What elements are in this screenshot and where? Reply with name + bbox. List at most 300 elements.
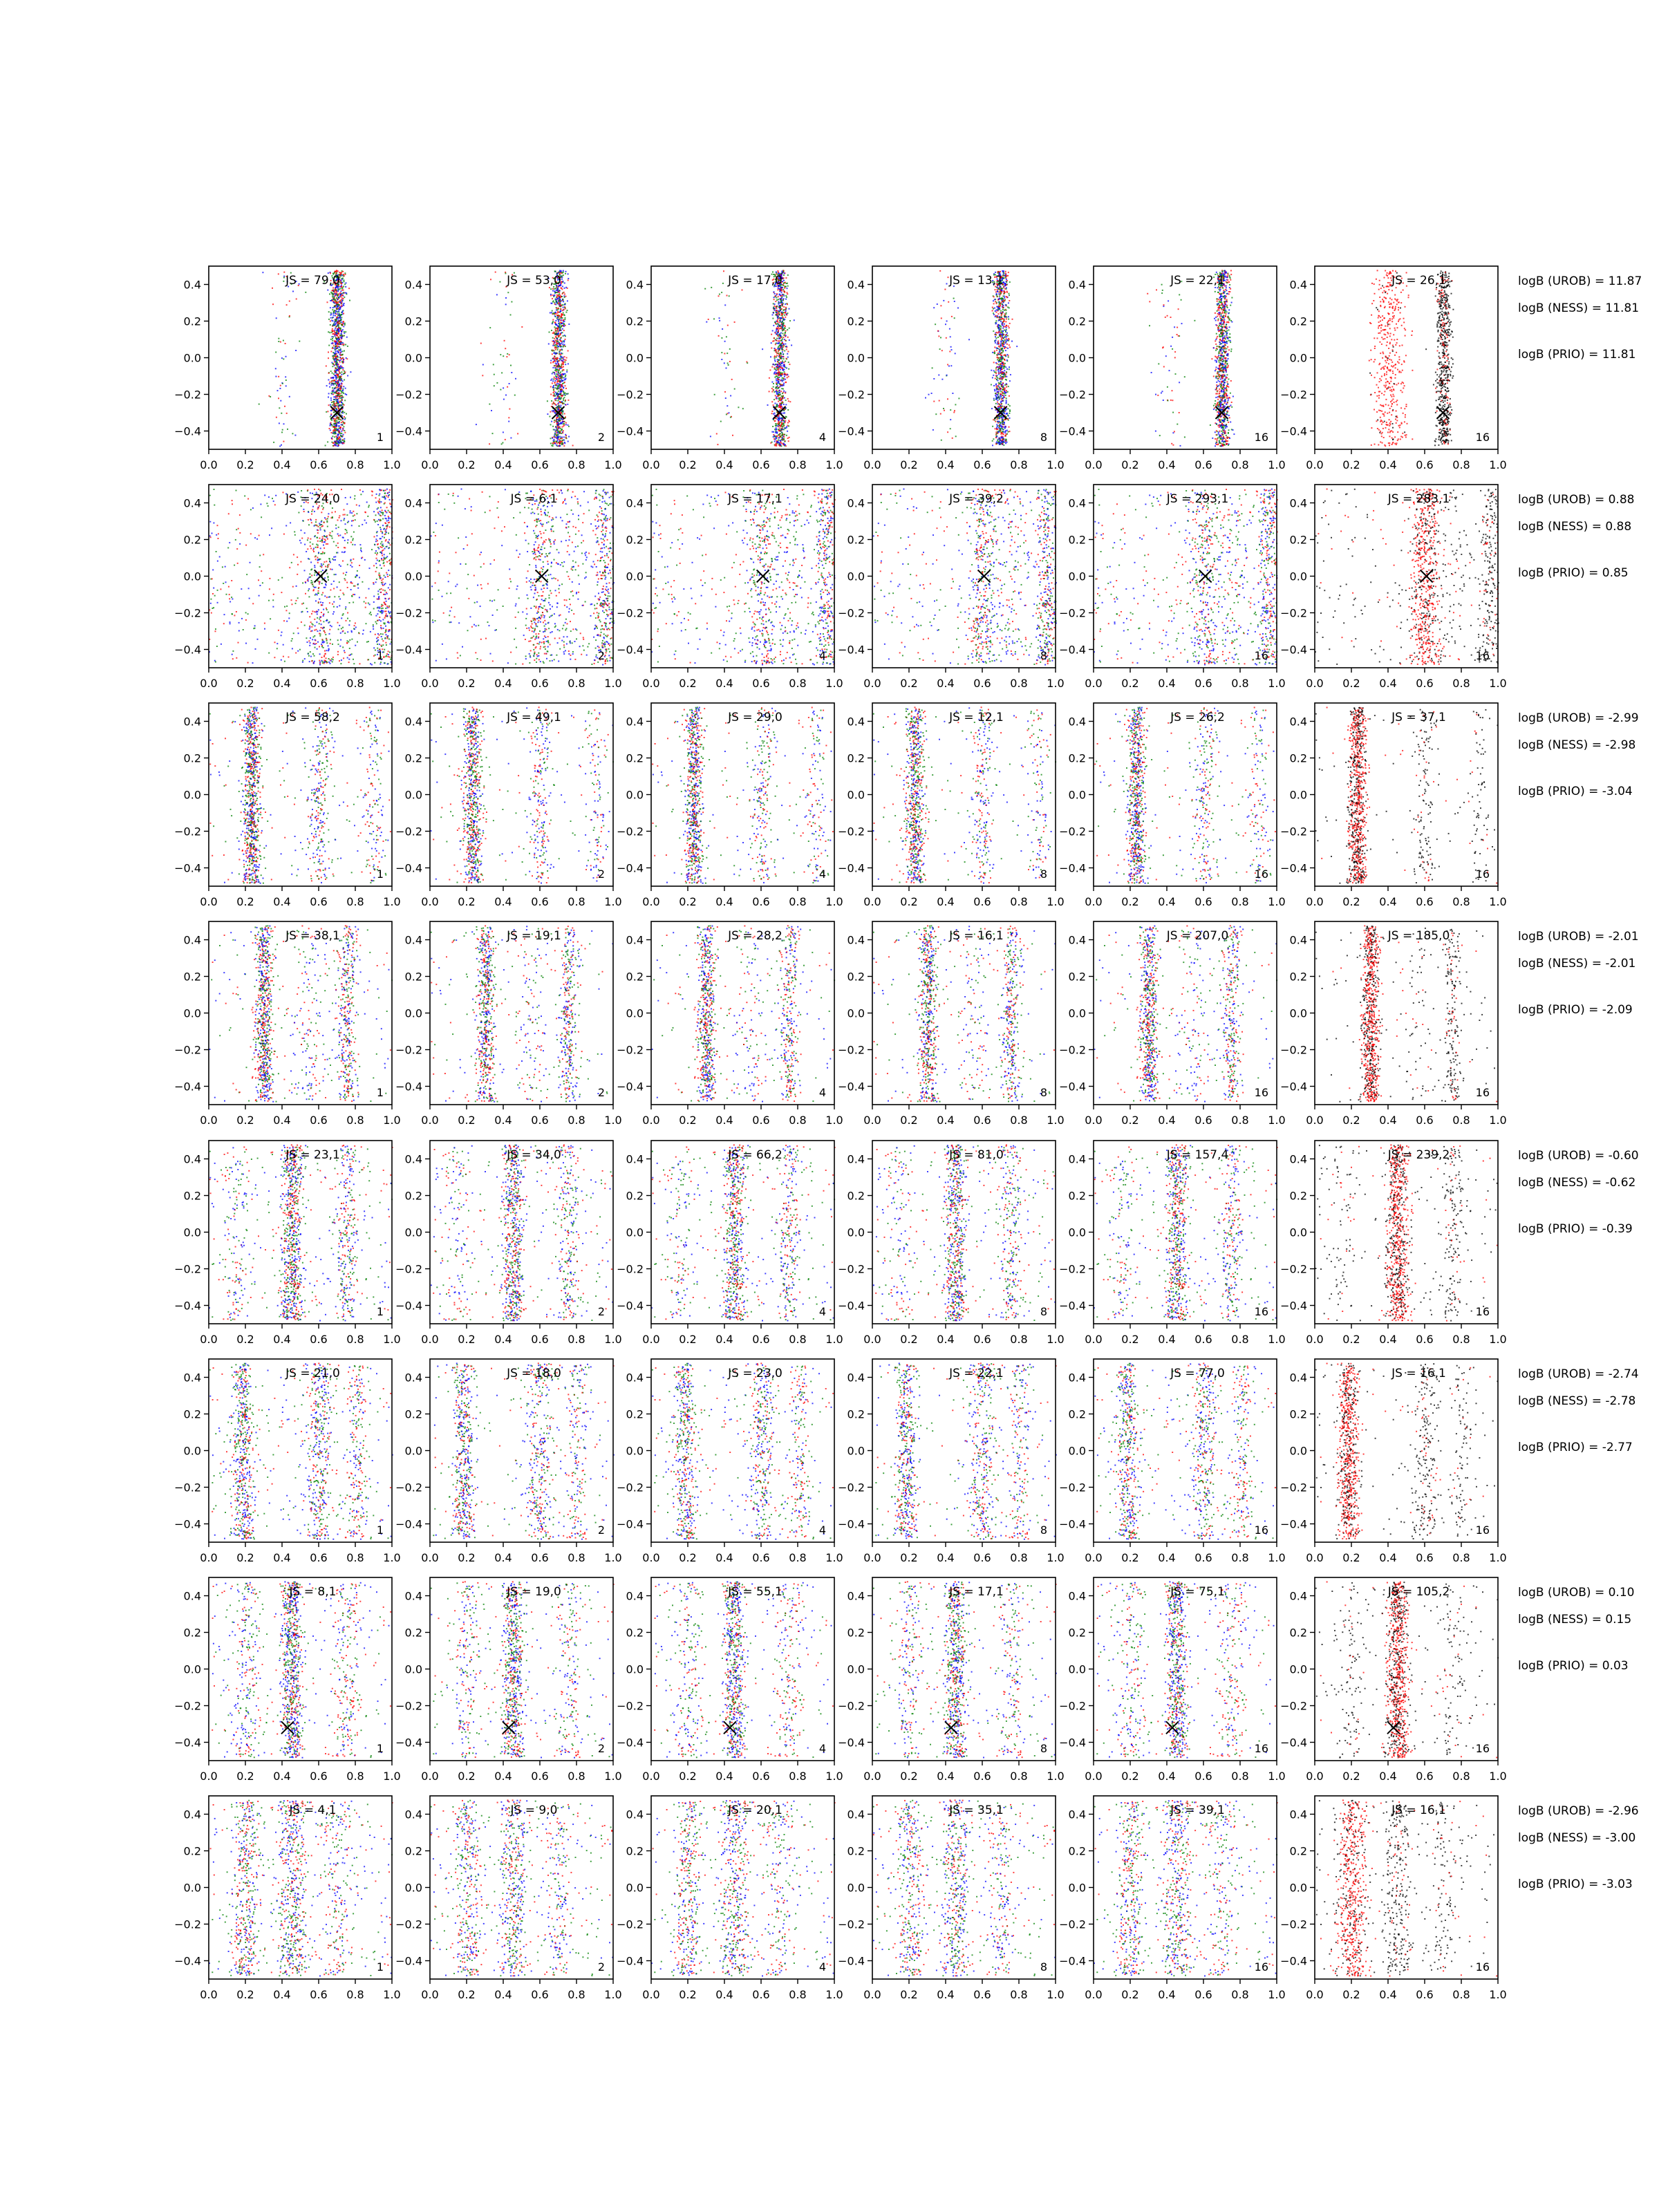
point xyxy=(283,272,285,273)
point xyxy=(503,399,505,400)
point xyxy=(337,315,339,316)
point xyxy=(556,371,557,373)
point xyxy=(341,367,343,368)
point xyxy=(335,271,336,272)
point xyxy=(342,388,344,390)
x-tick-label: 0.2 xyxy=(900,458,917,471)
point xyxy=(335,350,337,352)
point xyxy=(561,364,562,366)
point xyxy=(556,429,557,431)
point xyxy=(568,324,570,325)
point xyxy=(336,270,337,271)
point xyxy=(292,291,294,292)
point xyxy=(340,341,341,342)
point xyxy=(336,308,337,310)
point xyxy=(344,430,345,431)
point xyxy=(562,285,563,287)
point xyxy=(328,393,330,394)
point xyxy=(554,373,556,375)
point xyxy=(348,288,350,289)
point xyxy=(555,392,556,393)
point xyxy=(334,354,335,355)
point xyxy=(564,382,565,383)
point xyxy=(554,435,555,436)
point xyxy=(330,404,331,406)
point xyxy=(344,404,345,406)
point xyxy=(283,281,284,282)
point xyxy=(558,391,559,392)
point xyxy=(343,359,344,360)
point xyxy=(336,335,337,336)
point xyxy=(565,422,567,424)
point xyxy=(336,326,337,327)
point xyxy=(335,288,336,290)
point xyxy=(556,397,557,399)
point xyxy=(341,374,342,375)
x-tick-label: 0.8 xyxy=(1010,458,1027,471)
point xyxy=(550,443,552,444)
point xyxy=(345,388,346,389)
x-tick-label: 0.8 xyxy=(568,458,585,471)
point xyxy=(335,429,336,430)
point xyxy=(554,338,555,339)
point xyxy=(344,400,346,401)
x-tick-label: 0.0 xyxy=(642,458,659,471)
point xyxy=(489,443,490,444)
point xyxy=(476,424,477,425)
point xyxy=(285,343,286,344)
point xyxy=(557,290,559,291)
point xyxy=(563,314,565,315)
point xyxy=(338,310,339,312)
point xyxy=(568,400,569,401)
point xyxy=(340,395,341,396)
x-tick-label: 0.2 xyxy=(458,458,475,471)
point xyxy=(339,396,340,397)
point xyxy=(333,389,335,391)
point xyxy=(560,322,561,324)
point xyxy=(333,312,335,314)
point xyxy=(565,273,566,274)
point xyxy=(501,443,503,444)
point xyxy=(507,292,509,293)
point xyxy=(505,273,506,274)
point xyxy=(550,312,551,314)
point xyxy=(552,322,553,324)
point xyxy=(567,404,568,405)
point xyxy=(346,282,347,283)
point xyxy=(559,439,560,440)
point xyxy=(332,431,334,432)
point xyxy=(508,421,509,422)
point xyxy=(505,439,506,440)
point xyxy=(563,295,565,297)
point xyxy=(335,310,337,312)
point xyxy=(339,376,341,377)
point xyxy=(505,348,506,349)
point xyxy=(338,325,339,326)
point xyxy=(567,310,568,311)
point xyxy=(335,431,336,432)
point xyxy=(553,357,554,359)
points xyxy=(476,270,574,447)
point xyxy=(342,424,344,426)
point xyxy=(337,346,339,347)
point xyxy=(514,395,516,396)
point xyxy=(337,400,338,402)
point xyxy=(332,435,333,437)
point xyxy=(334,353,335,354)
point xyxy=(556,388,558,390)
point xyxy=(335,293,337,294)
point xyxy=(340,306,341,308)
point xyxy=(557,380,559,382)
point xyxy=(552,442,553,444)
point xyxy=(344,283,346,285)
column-index-label: 4 xyxy=(819,431,826,444)
point xyxy=(333,333,335,335)
point xyxy=(330,425,331,427)
point xyxy=(338,426,339,427)
y-tick-label: 0.2 xyxy=(405,315,422,328)
point xyxy=(333,373,335,375)
point xyxy=(557,432,559,433)
point xyxy=(337,402,339,403)
point xyxy=(283,340,284,341)
point xyxy=(338,333,339,335)
point xyxy=(345,344,346,346)
point xyxy=(341,404,342,406)
point xyxy=(556,330,558,332)
point xyxy=(562,293,563,294)
point xyxy=(565,287,567,288)
point xyxy=(333,433,335,434)
point xyxy=(278,273,279,274)
point xyxy=(281,413,282,414)
point xyxy=(560,308,561,310)
point xyxy=(337,341,338,342)
point xyxy=(335,422,336,423)
point xyxy=(337,406,339,408)
point xyxy=(496,382,498,384)
point xyxy=(341,333,342,335)
point xyxy=(285,379,287,381)
point xyxy=(552,373,553,375)
point xyxy=(553,410,554,411)
point xyxy=(552,367,554,368)
point xyxy=(338,419,339,420)
js-label: JS = 13,1 xyxy=(948,274,1004,288)
point xyxy=(336,357,337,359)
point xyxy=(332,320,334,321)
point xyxy=(276,317,277,319)
point xyxy=(332,383,333,384)
point xyxy=(337,328,338,330)
point xyxy=(564,283,565,284)
js-label: JS = 79,0 xyxy=(285,274,340,288)
point xyxy=(332,377,334,379)
x-tick-label: 0.0 xyxy=(200,458,217,471)
point xyxy=(337,395,338,396)
point xyxy=(565,296,567,297)
point xyxy=(332,363,333,364)
point xyxy=(500,354,501,355)
point xyxy=(559,349,561,350)
point xyxy=(335,346,337,347)
point xyxy=(337,380,339,382)
point xyxy=(335,299,336,301)
x-tick-label: 0.8 xyxy=(346,458,364,471)
point xyxy=(565,424,567,425)
point xyxy=(339,379,341,381)
point xyxy=(548,344,550,345)
point xyxy=(329,293,330,294)
point xyxy=(337,405,339,406)
x-tick-label: 0.0 xyxy=(421,458,438,471)
point xyxy=(337,313,339,315)
point xyxy=(338,304,339,306)
point xyxy=(556,432,557,433)
point xyxy=(568,436,570,438)
point xyxy=(565,317,566,319)
js-label: JS = 53,0 xyxy=(506,274,561,288)
point xyxy=(333,418,335,420)
point xyxy=(330,351,332,353)
js-label: JS = 17,0 xyxy=(727,274,782,288)
point xyxy=(563,377,565,379)
point xyxy=(557,439,559,440)
point xyxy=(337,383,338,384)
point xyxy=(551,312,552,313)
point xyxy=(286,413,288,414)
point xyxy=(565,404,566,405)
point xyxy=(281,444,282,446)
point xyxy=(341,344,343,346)
point xyxy=(335,328,336,329)
point xyxy=(552,353,553,355)
point xyxy=(347,375,348,377)
point xyxy=(341,351,342,353)
points xyxy=(259,270,352,447)
point xyxy=(332,352,334,353)
point xyxy=(507,386,508,388)
x-tick-label: 0.6 xyxy=(531,458,548,471)
point xyxy=(554,380,556,382)
point xyxy=(511,372,512,373)
point xyxy=(337,322,339,324)
point xyxy=(335,419,336,420)
point xyxy=(341,397,343,399)
point xyxy=(337,290,339,292)
point xyxy=(335,334,336,335)
point xyxy=(284,406,285,407)
point xyxy=(338,422,339,424)
point xyxy=(337,377,339,378)
point xyxy=(337,416,338,418)
point xyxy=(559,302,561,303)
point xyxy=(332,307,334,308)
point xyxy=(330,315,332,316)
y-tick-label: −0.4 xyxy=(838,425,865,438)
point xyxy=(343,386,344,387)
point xyxy=(555,328,556,329)
point xyxy=(561,275,563,276)
point xyxy=(336,402,337,404)
y-tick-label: 0.2 xyxy=(184,315,201,328)
point xyxy=(338,308,339,309)
point xyxy=(333,315,335,316)
column-index-label: 8 xyxy=(1040,431,1047,444)
point xyxy=(344,323,346,324)
point xyxy=(336,332,337,334)
point xyxy=(563,364,564,365)
point xyxy=(341,402,342,403)
point xyxy=(554,422,555,423)
point xyxy=(554,433,556,435)
point xyxy=(327,301,328,303)
point xyxy=(568,279,569,281)
point xyxy=(292,433,293,434)
point xyxy=(283,358,284,359)
point xyxy=(565,434,566,435)
x-tick-label: 1.0 xyxy=(383,458,400,471)
point xyxy=(552,345,554,346)
point xyxy=(341,299,343,301)
point xyxy=(332,348,333,349)
point xyxy=(330,317,332,319)
point xyxy=(492,433,494,434)
point xyxy=(344,416,345,418)
point xyxy=(337,330,338,332)
point xyxy=(554,288,555,290)
y-tick-label: 0.0 xyxy=(847,352,865,365)
point xyxy=(332,358,334,359)
point xyxy=(339,319,341,321)
point xyxy=(335,399,337,400)
point xyxy=(341,286,343,288)
point xyxy=(275,352,276,353)
subplot-r0-c1 xyxy=(395,266,622,471)
point xyxy=(296,299,297,300)
point xyxy=(328,397,329,398)
point xyxy=(340,344,341,345)
point xyxy=(335,403,336,404)
point xyxy=(549,332,550,333)
point xyxy=(340,318,341,319)
point xyxy=(550,411,551,413)
point xyxy=(335,392,336,393)
point xyxy=(329,382,330,383)
point xyxy=(329,383,330,384)
point xyxy=(499,281,500,283)
point xyxy=(337,446,339,447)
y-tick-label: 0.4 xyxy=(184,279,201,292)
point xyxy=(345,331,346,332)
point xyxy=(328,345,330,346)
point xyxy=(559,391,561,393)
point xyxy=(554,398,556,400)
point xyxy=(328,373,330,374)
point xyxy=(564,297,565,298)
point xyxy=(295,350,297,351)
axes-frame xyxy=(209,266,392,449)
point xyxy=(344,281,345,282)
point xyxy=(343,321,344,323)
point xyxy=(338,408,339,409)
point xyxy=(505,303,507,305)
point xyxy=(552,445,554,447)
point xyxy=(330,397,332,399)
point xyxy=(340,427,341,428)
point xyxy=(335,356,336,357)
point xyxy=(341,302,342,303)
point xyxy=(342,362,344,364)
point xyxy=(559,368,561,369)
point xyxy=(334,324,335,326)
point xyxy=(343,326,344,327)
point xyxy=(343,290,344,291)
point xyxy=(341,324,343,326)
point xyxy=(277,390,279,391)
point xyxy=(337,388,339,390)
point xyxy=(565,312,567,313)
point xyxy=(550,360,552,362)
point xyxy=(556,384,557,386)
point xyxy=(555,404,556,405)
point xyxy=(335,445,337,447)
point xyxy=(341,400,343,401)
point xyxy=(559,319,560,320)
point xyxy=(559,358,561,359)
point xyxy=(555,363,556,364)
point xyxy=(339,397,341,399)
point xyxy=(336,425,337,427)
x-tick-label: 0.4 xyxy=(937,458,954,471)
point xyxy=(339,292,341,294)
x-tick-label: 0.2 xyxy=(679,458,696,471)
point xyxy=(560,438,561,439)
point xyxy=(338,433,339,435)
point xyxy=(339,341,340,343)
point xyxy=(335,368,337,369)
y-tick-label: −0.2 xyxy=(174,388,201,402)
point xyxy=(510,438,512,439)
point xyxy=(331,402,332,403)
point xyxy=(332,290,333,291)
point xyxy=(556,308,558,309)
point xyxy=(551,330,552,331)
point xyxy=(563,326,565,327)
point xyxy=(335,433,337,434)
x-tick-label: 0.6 xyxy=(310,458,327,471)
point xyxy=(559,316,561,317)
point xyxy=(336,424,337,426)
point xyxy=(550,438,552,439)
point xyxy=(343,304,344,306)
point xyxy=(335,344,337,345)
point xyxy=(342,390,344,391)
point xyxy=(328,379,329,381)
point xyxy=(328,404,330,406)
point xyxy=(334,362,335,363)
point xyxy=(344,423,345,424)
point xyxy=(339,302,341,303)
point xyxy=(333,301,335,303)
point xyxy=(330,307,331,308)
point xyxy=(339,335,341,336)
x-tick-label: 0.2 xyxy=(236,458,254,471)
point xyxy=(330,371,332,372)
